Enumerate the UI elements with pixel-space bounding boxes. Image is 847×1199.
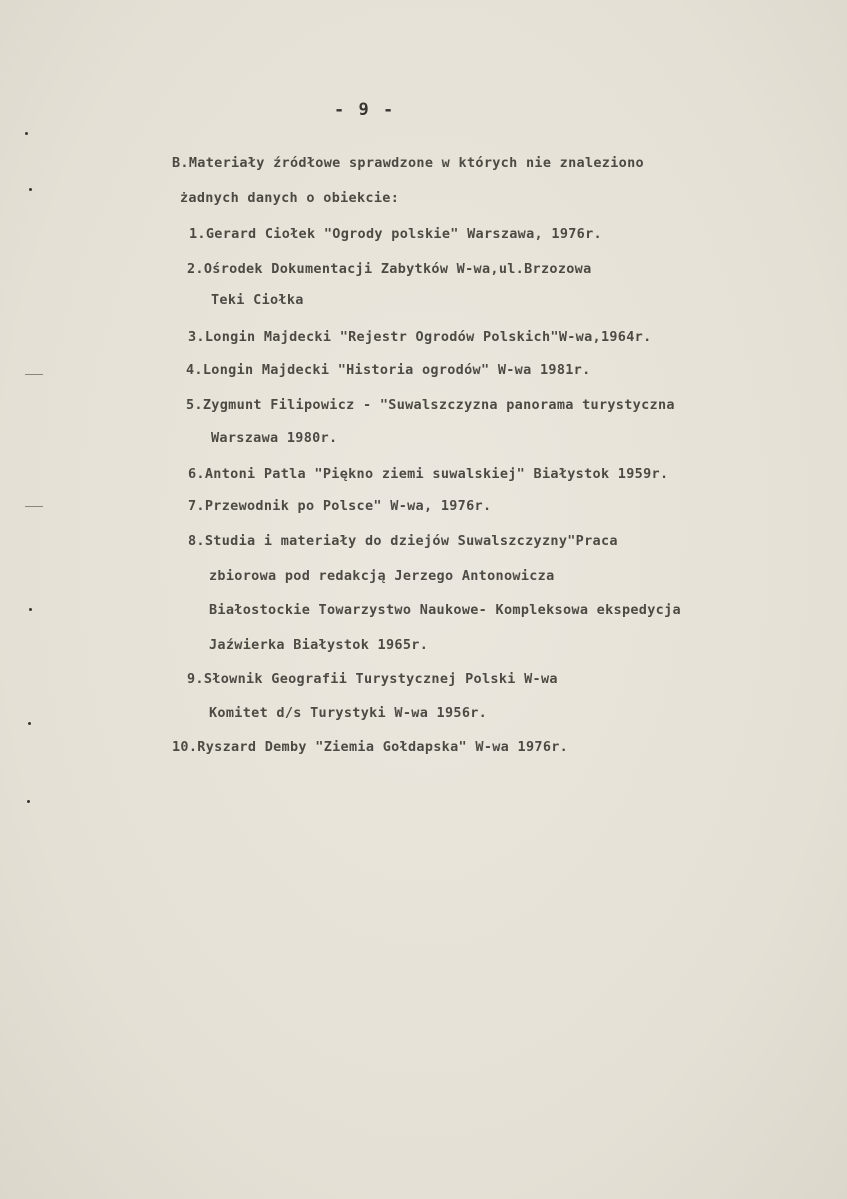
list-item: 6.Antoni Patla "Piękno ziemi suwalskiej" Białystok 1959r. <box>188 466 669 482</box>
list-item-continuation: Jaźwierka Białystok 1965r. <box>209 637 429 653</box>
list-item: 1.Gerard Ciołek "Ogrody polskie" Warszawa, 1976r. <box>189 226 602 242</box>
binder-hole <box>27 800 30 803</box>
list-item-continuation: Białostockie Towarzystwo Naukowe- Kompleksowa ekspedycja <box>209 602 681 618</box>
section-heading-line: żadnych danych o obiekcie: <box>180 190 400 206</box>
list-item: 5.Zygmunt Filipowicz - "Suwalszczyzna panorama turystyczna <box>186 397 675 413</box>
list-item-continuation: zbiorowa pod redakcją Jerzego Antonowicza <box>209 568 555 584</box>
binder-hole <box>25 132 28 135</box>
list-item-continuation: Komitet d/s Turystyki W-wa 1956r. <box>209 705 488 721</box>
margin-mark <box>25 506 43 507</box>
page-number: - 9 - <box>334 100 396 120</box>
list-item: 3.Longin Majdecki "Rejestr Ogrodów Polskich"W-wa,1964r. <box>188 329 652 345</box>
binder-hole <box>29 188 32 191</box>
list-item: 2.Ośrodek Dokumentacji Zabytków W-wa,ul.Brzozowa <box>187 261 592 277</box>
list-item: 7.Przewodnik po Polsce" W-wa, 1976r. <box>188 498 492 514</box>
list-item: 4.Longin Majdecki "Historia ogrodów" W-wa 1981r. <box>186 362 591 378</box>
list-item: 8.Studia i materiały do dziejów Suwalszczyzny"Praca <box>188 533 618 549</box>
binder-hole <box>28 722 31 725</box>
list-item: 9.Słownik Geografii Turystycznej Polski W-wa <box>187 671 558 687</box>
section-heading-line: B.Materiały źródłowe sprawdzone w których nie znaleziono <box>172 155 644 171</box>
list-item-continuation: Warszawa 1980r. <box>211 430 338 446</box>
list-item-continuation: Teki Ciołka <box>211 292 304 308</box>
binder-hole <box>29 608 32 611</box>
margin-mark <box>25 374 43 375</box>
list-item: 10.Ryszard Demby "Ziemia Gołdapska" W-wa 1976r. <box>172 739 569 755</box>
